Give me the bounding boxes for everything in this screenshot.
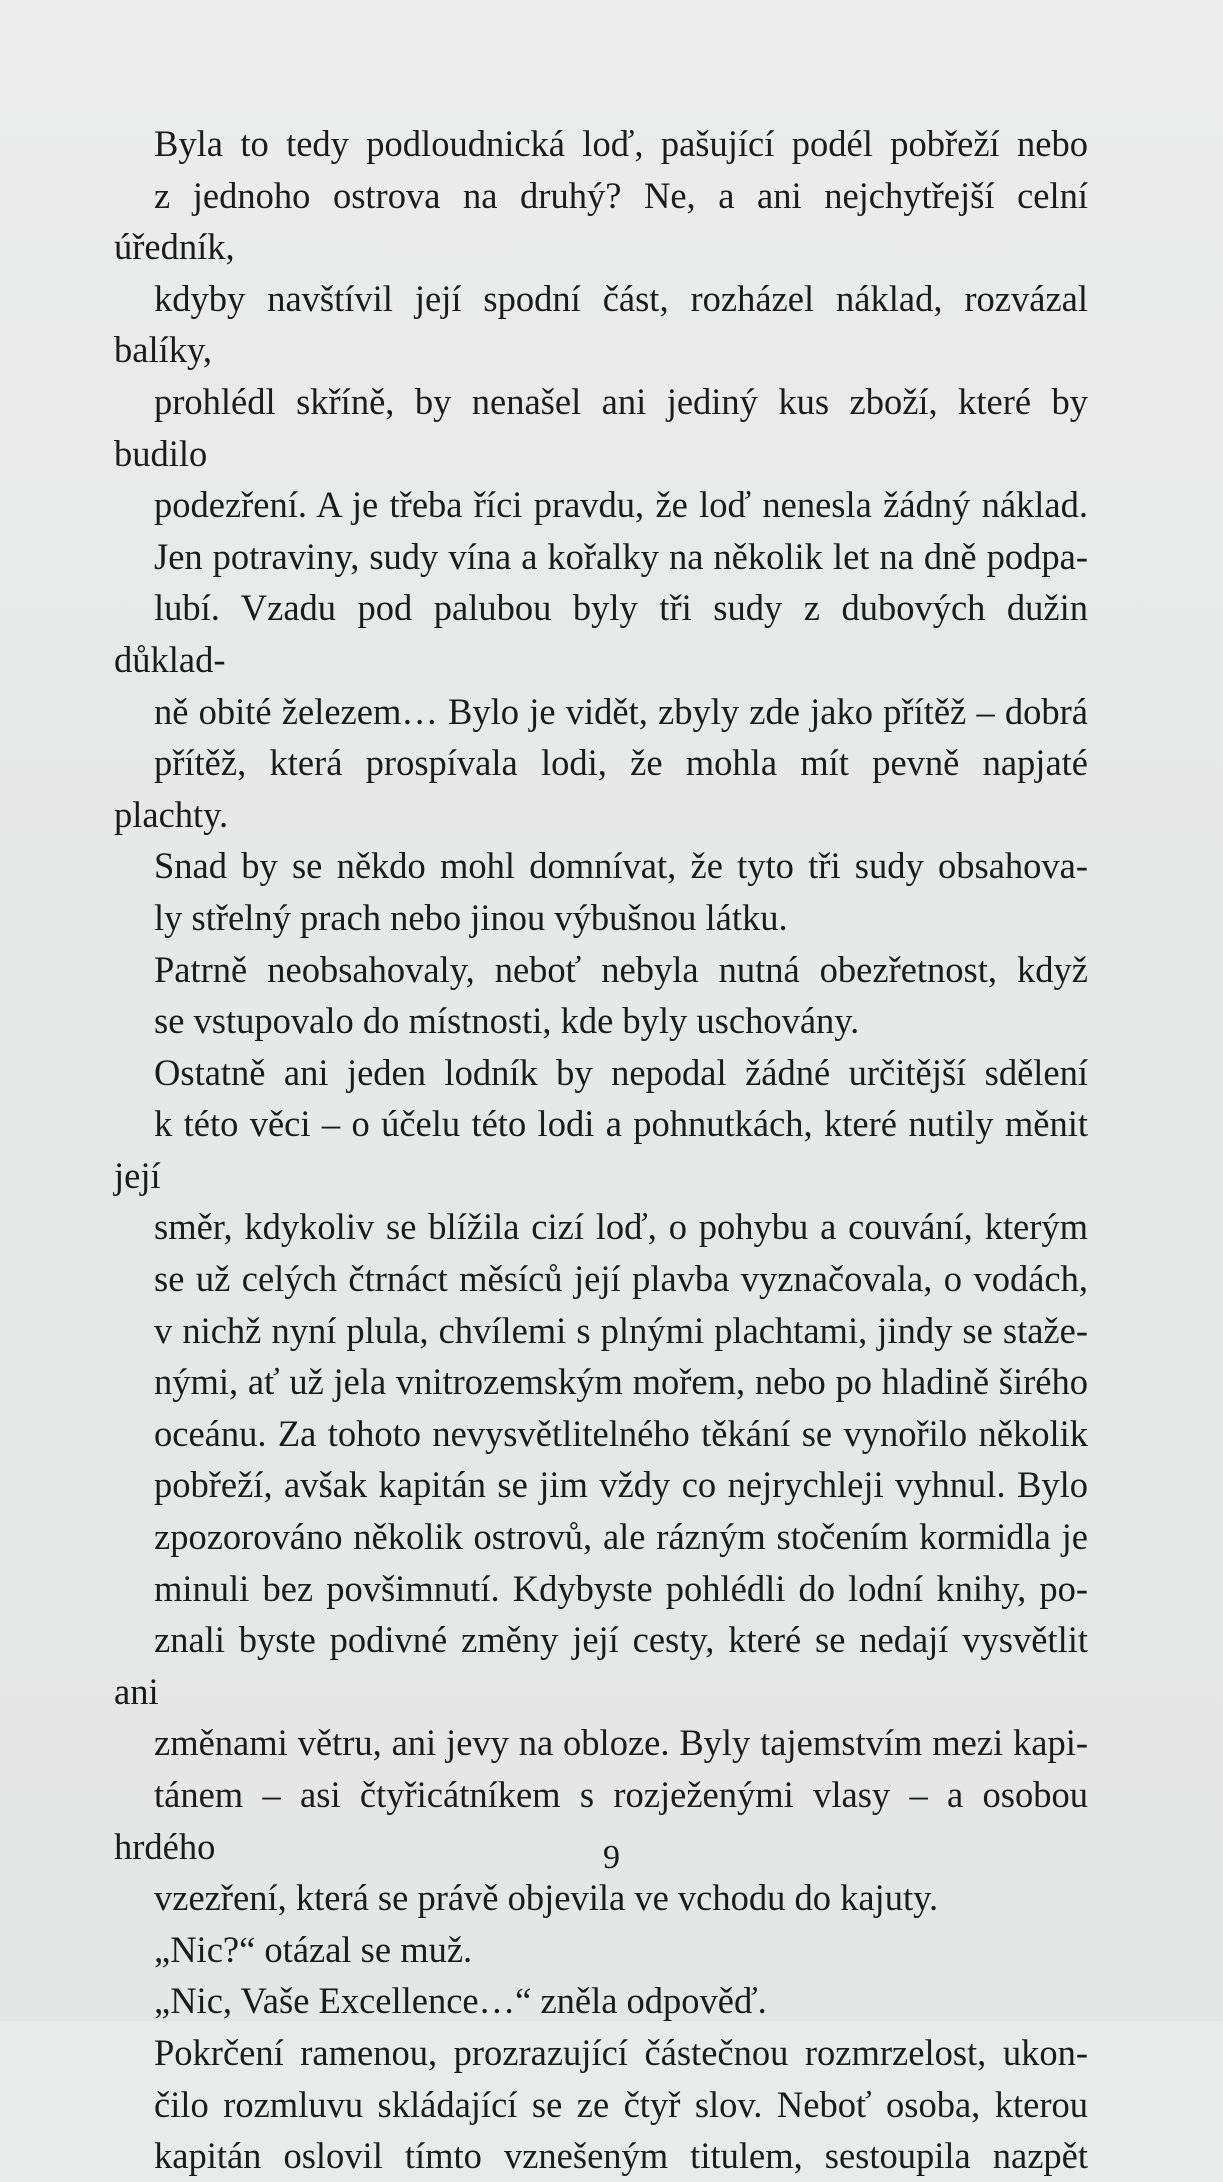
text-line: ně obité železem… Bylo je vidět, zbyly zde jako přítěž – dobrá — [154, 690, 1088, 732]
text-line: směr, kdykoliv se blížila cizí loď, o pohybu a couvání, kterým — [154, 1206, 1088, 1248]
text-line: Ostatně ani jeden lodník by nepodal žádné určitější sdělení — [154, 1051, 1088, 1093]
body-paragraph — [114, 840, 1088, 943]
text-line: Byla to tedy podloudnická loď, pašující podél pobřeží nebo — [154, 123, 1088, 164]
text-line: ly střelný prach nebo jinou výbušnou látku. — [154, 896, 788, 938]
text-line: „Nic, Vaše Excellence…“ zněla odpověď. — [154, 1980, 767, 2022]
text-line: oceánu. Za tohoto nevysvětlitelného těkání se vynořilo několik — [154, 1412, 1088, 1454]
text-line: Pokrčení ramenou, prozrazující částečnou rozmrzelost, ukon- — [154, 2031, 1088, 2073]
text-line: zpozorováno několik ostrovů, ale rázným stočením kormidla je — [154, 1516, 1088, 1558]
text-line: kdyby navštívil její spodní část, rozházel náklad, rozvázal balíky, — [114, 277, 1088, 371]
body-paragraph — [114, 2027, 1088, 2182]
dialogue-paragraph — [114, 1975, 1088, 2027]
text-line: Patrně neobsahovaly, neboť nebyla nutná obezřetnost, když — [154, 948, 1088, 990]
text-line: v nichž nyní plula, chvílemi s plnými plachtami, jindy se staže- — [154, 1309, 1088, 1351]
text-line: tánem – asi čtyřicátníkem s rozježenými vlasy – a osobou hrdého — [114, 1774, 1088, 1867]
text-line: Snad by se někdo mohl domnívat, že tyto tři sudy obsahova- — [154, 845, 1088, 887]
body-paragraph — [114, 944, 1088, 1047]
text-line: k této věci – o účelu této lodi a pohnutkách, které nutily měnit její — [114, 1103, 1088, 1196]
text-line: z jednoho ostrova na druhý? Ne, a ani nejchytřejší celní úředník, — [114, 174, 1088, 268]
text-line: prohlédl skříně, by nenašel ani jediný kus zboží, které by budilo — [114, 380, 1088, 474]
text-line: Jen potraviny, sudy vína a kořalky na několik let na dně podpa- — [154, 535, 1088, 577]
text-line: přítěž, která prospívala lodi, že mohla mít pevně napjaté plachty. — [114, 742, 1088, 835]
text-line: pobřeží, avšak kapitán se jim vždy co nejrychleji vyhnul. Bylo — [154, 1464, 1088, 1506]
text-line: lubí. Vzadu pod palubou byly tři sudy z dubových dužin důklad- — [114, 587, 1088, 680]
text-line: minuli bez povšimnutí. Kdybyste pohlédli do lodní knihy, po- — [154, 1567, 1088, 1609]
text-line: kapitán oslovil tímto vznešeným titulem, sestoupila nazpět — [154, 2135, 1088, 2177]
text-line: podezření. A je třeba říci pravdu, že loď nenesla žádný náklad. — [154, 484, 1088, 526]
dialogue-paragraph — [114, 1924, 1088, 1976]
text-line: se už celých čtrnáct měsíců její plavba vyznačovala, o vodách, — [154, 1258, 1088, 1300]
text-line: „Nic?“ otázal se muž. — [154, 1928, 473, 1970]
text-line: změnami větru, ani jevy na obloze. Byly tajemstvím mezi kapi- — [154, 1722, 1088, 1764]
text-line: čilo rozmluvu skládající se ze čtyř slov. Neboť osoba, kterou — [154, 2083, 1088, 2125]
text-line: vzezření, která se právě objevila ve vchodu do kajuty. — [154, 1877, 939, 1919]
text-line: znali byste podivné změny její cesty, které se nedají vysvětlit ani — [114, 1619, 1088, 1712]
body-paragraph — [114, 118, 1088, 840]
body-paragraph — [114, 1047, 1088, 1924]
text-line: nými, ať už jela vnitrozemským mořem, nebo po hladině širého — [154, 1361, 1088, 1403]
text-line: se vstupovalo do místnosti, kde byly uschovány. — [154, 1000, 860, 1042]
page-number: 9 — [603, 1839, 620, 1876]
